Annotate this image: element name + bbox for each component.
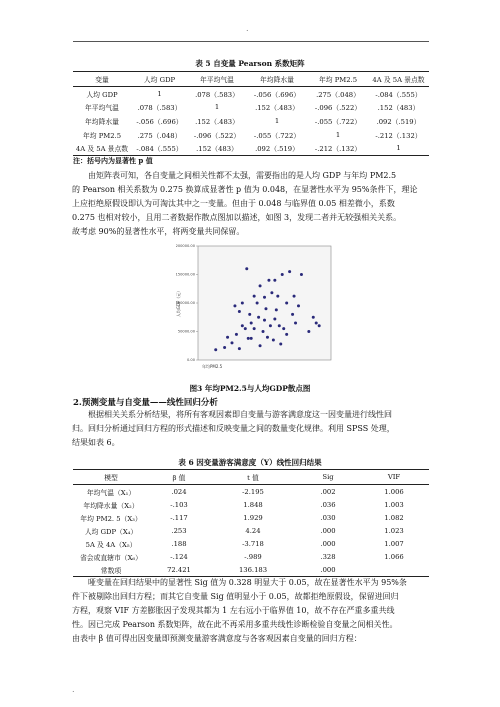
table-cell: 1.066 bbox=[384, 552, 404, 561]
scatter-point bbox=[285, 333, 288, 336]
scatter-point bbox=[279, 343, 282, 346]
text-line: 归。回归分析通过回归方程的形式描述和反映变量之间的数量变化规律。利用 SPSS 处理， bbox=[72, 424, 395, 433]
scatter-point bbox=[256, 302, 259, 305]
table-cell: 年均降水量 bbox=[85, 117, 119, 126]
x-axis-label: 年均PM2.5 bbox=[202, 364, 223, 369]
scatter-point bbox=[273, 279, 276, 282]
table-cell: 年均降水量（X₂） bbox=[83, 501, 139, 510]
scatter-point bbox=[248, 313, 251, 316]
scatter-point bbox=[247, 337, 250, 340]
scatter-point bbox=[223, 346, 226, 349]
table-cell: 1 bbox=[335, 130, 341, 139]
text-line: 由表中 β 值可得出因变量即预测变量游客满意度与各客观因素自变量的回归方程： bbox=[72, 634, 362, 643]
table-cell: -.103 bbox=[170, 500, 188, 509]
table-cell: .036 bbox=[320, 500, 336, 509]
scatter-point bbox=[282, 327, 285, 330]
table5-header-row bbox=[73, 72, 429, 87]
scatter-point bbox=[307, 330, 310, 333]
table-cell: 1.848 bbox=[243, 500, 263, 509]
table-cell: 1 bbox=[157, 89, 162, 98]
table-row bbox=[73, 550, 429, 563]
table-cell: .275（.048） bbox=[137, 131, 182, 140]
section-heading: 2.预测变量与自变量——线性回归分析 bbox=[73, 398, 218, 408]
text-line: 上应拒绝原假设即认为可淘汰其中之一变量。但由于 0.048 与临界值 0.05 相差微小，系数 bbox=[72, 199, 395, 208]
text-line: 根据相关关系分析结果，将所有客观因素即自变量与游客满意度这一因变量进行线性回 bbox=[88, 410, 392, 419]
table-cell: 1 bbox=[214, 103, 220, 112]
table-cell: -.096（.522） bbox=[193, 131, 241, 140]
table-cell: .188 bbox=[171, 539, 187, 548]
table-cell: 1.929 bbox=[243, 513, 263, 522]
scatter-point bbox=[250, 337, 253, 340]
y-tick-label: 50000.00 bbox=[177, 329, 195, 334]
table-cell: 1 bbox=[368, 141, 429, 155]
y-tick-label: 100000.00 bbox=[176, 301, 195, 306]
scatter-point bbox=[263, 296, 266, 299]
table-cell: .253 bbox=[171, 526, 187, 535]
table-cell bbox=[359, 563, 429, 577]
plot-area bbox=[198, 246, 331, 360]
table-cell: -.124 bbox=[170, 552, 188, 561]
table-cell: -.212（.132） bbox=[375, 131, 422, 140]
table5-caption: 表 5 自变量 Pearson 系数矩阵 bbox=[195, 59, 305, 68]
table-cell: -.989 bbox=[244, 552, 262, 561]
scatter-point bbox=[257, 316, 260, 319]
table-cell: .030 bbox=[320, 513, 336, 522]
scatter-point bbox=[276, 295, 279, 298]
scatter-point bbox=[238, 347, 241, 350]
table-row bbox=[73, 87, 429, 101]
table-cell: .092（.519） bbox=[246, 141, 308, 155]
scatter-point bbox=[235, 333, 238, 336]
table-cell: .000 bbox=[297, 563, 359, 577]
scatter-point bbox=[272, 339, 275, 342]
text-line: 哑变量在回归结果中的显著性 Sig 值为 0.328 明显大于 0.05，故在显著性水平为 95%条 bbox=[88, 578, 407, 587]
text-line: 性。因已完成 Pearson 系数矩阵，故在此不再采用多重共线性诊断检验自变量之间相关性。 bbox=[72, 620, 398, 629]
scatter-point bbox=[241, 302, 244, 305]
scatter-point bbox=[230, 341, 233, 344]
table-cell: -.117 bbox=[170, 513, 188, 522]
table-row bbox=[73, 511, 429, 524]
paragraph-correlation-analysis bbox=[72, 169, 434, 239]
table-cell: 1.003 bbox=[384, 500, 404, 509]
table5-header-cell: 年均降水量 bbox=[246, 72, 308, 87]
y-tick-label: 200000.00 bbox=[176, 244, 195, 249]
scatter-point bbox=[270, 291, 273, 294]
table-cell: -3.718 bbox=[242, 539, 264, 548]
scatter-point bbox=[291, 313, 294, 316]
scatter-point bbox=[315, 321, 318, 324]
scatter-point bbox=[259, 344, 262, 347]
text-line: 方程，观察 VIF 方差膨胀因子发现其都为 1 左右远小于临界值 10，故不存在严重多重共线 bbox=[72, 606, 395, 615]
table6-header-cell: 模型 bbox=[73, 470, 149, 485]
text-line: 0.275 也相对较小，且用二者数据作散点图加以描述，如图 3，发现二者并无较强相关关系。 bbox=[72, 213, 402, 222]
scatter-point bbox=[312, 316, 315, 319]
y-axis-label: 人均GDP（元） bbox=[176, 288, 181, 318]
table-row bbox=[73, 101, 429, 115]
scatter-point bbox=[285, 302, 288, 305]
table-cell: 1.082 bbox=[384, 513, 404, 522]
table-cell: -2.195 bbox=[242, 487, 264, 496]
scatter-point bbox=[250, 321, 253, 324]
table-cell: 1.007 bbox=[384, 539, 404, 548]
scatter-point bbox=[267, 279, 270, 282]
scatter-point bbox=[226, 336, 229, 339]
scatter-point bbox=[273, 317, 276, 320]
table-cell: .024 bbox=[171, 487, 187, 496]
table-cell: .152（483） bbox=[188, 141, 246, 155]
table-cell: 省会或直辖市（X₆） bbox=[80, 553, 142, 562]
scatter-point bbox=[275, 308, 278, 311]
table-cell: -.056（.696） bbox=[253, 90, 301, 99]
table-row bbox=[73, 537, 429, 550]
table5-header-cell: 年均 PM2.5 bbox=[308, 72, 368, 87]
page-dot-top: . bbox=[246, 24, 249, 33]
table-cell: 5A 及 4A（X₅） bbox=[85, 540, 137, 549]
scatter-point bbox=[269, 324, 272, 327]
scatter-point bbox=[253, 295, 256, 298]
scatter-point bbox=[263, 319, 266, 322]
table-cell: -.212（.132） bbox=[308, 141, 368, 155]
table5-note: 注：括号内为显著性 p 值 bbox=[73, 156, 153, 165]
table5-header-cell: 4A 及 5A 景点数 bbox=[368, 72, 429, 87]
scatter-chart bbox=[176, 240, 336, 374]
table-cell: .002 bbox=[320, 487, 336, 496]
text-line: 件下被剔除出回归方程；而其它自变量 Sig 值明显小于 0.05，故都拒绝原假设，保留进回归 bbox=[72, 592, 399, 601]
table-row bbox=[73, 524, 429, 537]
scatter-point bbox=[281, 273, 284, 276]
table-cell: .000 bbox=[320, 526, 336, 535]
table-cell: 4.24 bbox=[245, 526, 261, 535]
table-row bbox=[73, 498, 429, 511]
text-line: 结果如表 6。 bbox=[72, 438, 120, 447]
table-cell: 年均气温（X₁） bbox=[86, 488, 136, 497]
scatter-point bbox=[245, 267, 248, 270]
text-line: 由矩阵表可知，各自变量之间相关性都不太强，需要指出的是人均 GDP 与年均 PM2.5 bbox=[88, 171, 397, 180]
table-cell: -.084（.555） bbox=[131, 141, 188, 155]
paragraph-regression-intro bbox=[72, 408, 434, 450]
figure3-caption: 图3 年均PM2.5与人均GDP散点图 bbox=[189, 384, 311, 393]
table-cell: -.096（.522） bbox=[314, 104, 362, 113]
scatter-point bbox=[300, 273, 303, 276]
table-cell: .152（.483） bbox=[255, 104, 299, 113]
table-row bbox=[73, 141, 429, 155]
page-dot-bottom: . bbox=[72, 685, 75, 694]
table6-header-cell: Sig bbox=[297, 470, 359, 485]
scatter-point bbox=[293, 295, 296, 298]
y-tick-label: 0.00 bbox=[186, 358, 195, 363]
table-cell: 72.421 bbox=[149, 563, 209, 577]
table-row bbox=[73, 485, 429, 499]
text-line: 故考虑 90%的显著性水平，将两变量共同保留。 bbox=[72, 227, 245, 236]
table-row bbox=[73, 563, 429, 577]
table5-header-cell: 年平均气温 bbox=[188, 72, 246, 87]
table-cell: 1 bbox=[274, 116, 280, 125]
scatter-point bbox=[266, 336, 269, 339]
table-row bbox=[73, 114, 429, 128]
scatter-point bbox=[253, 327, 256, 330]
table6-header-row bbox=[73, 470, 429, 485]
table-cell: .152（483） bbox=[377, 104, 420, 113]
table-cell: 年均 PM2.5 bbox=[82, 131, 122, 140]
scatter-point bbox=[241, 324, 244, 327]
y-tick-label: 150000.00 bbox=[176, 272, 195, 277]
table-cell: 人均 GDP bbox=[86, 90, 118, 99]
table5-header-cell: 变量 bbox=[73, 72, 131, 87]
table-cell: -.055（.722） bbox=[253, 131, 301, 140]
table-cell: 136.183 bbox=[209, 563, 297, 577]
scatter-point bbox=[214, 348, 217, 351]
table-cell: 1.023 bbox=[384, 526, 404, 535]
table5-header-cell: 人均 GDP bbox=[131, 72, 188, 87]
paragraph-regression-discussion bbox=[72, 576, 434, 646]
table6-header-cell: β 值 bbox=[149, 470, 209, 485]
table6-header-cell: VIF bbox=[359, 470, 429, 485]
header-rule bbox=[73, 41, 429, 42]
table-cell: 人均 GDP（X₄） bbox=[84, 527, 138, 536]
table-cell: -.056（.696） bbox=[136, 117, 183, 126]
table-cell: 常数项 bbox=[73, 563, 149, 577]
scatter-point bbox=[278, 324, 281, 327]
scatter-point bbox=[262, 330, 265, 333]
pearson-matrix-table bbox=[73, 71, 429, 156]
table6-caption: 表 6 因变量游客满意度（Y）线性回归结果 bbox=[178, 458, 322, 467]
scatter-point bbox=[288, 270, 291, 273]
table-cell: 1.006 bbox=[384, 487, 404, 496]
scatter-point bbox=[297, 304, 300, 307]
scatter-point bbox=[244, 327, 247, 330]
table-cell: .152（.483） bbox=[195, 117, 239, 126]
table-row bbox=[73, 128, 429, 142]
table-cell: .328 bbox=[320, 552, 336, 561]
scatter-point bbox=[238, 310, 241, 313]
table-cell: 4A 及 5A 景点数 bbox=[73, 141, 131, 155]
table-cell: .078（.583） bbox=[137, 104, 182, 113]
regression-results-table bbox=[73, 469, 429, 577]
scatter-point bbox=[233, 304, 236, 307]
table-cell: 年平均气温 bbox=[85, 104, 119, 113]
table-cell: .092（.519） bbox=[376, 117, 421, 126]
table-cell: -.055（.722） bbox=[314, 117, 362, 126]
scatter-point bbox=[294, 321, 297, 324]
table6-header-cell: t 值 bbox=[209, 470, 297, 485]
table-cell: .000 bbox=[320, 539, 336, 548]
table-cell: .078（.583） bbox=[195, 90, 239, 99]
text-line: 的 Pearson 相关系数为 0.275 换算成显著性 p 值为 0.048，在显著性水平为 95%条件下，理论 bbox=[72, 185, 418, 194]
table-cell: .275（.048） bbox=[316, 90, 360, 99]
table-cell: -.084（.555） bbox=[375, 90, 422, 99]
scatter-point bbox=[259, 284, 262, 287]
table-cell: 年均 PM2. 5（X₃） bbox=[80, 514, 142, 523]
scatter-point bbox=[318, 324, 321, 327]
scatter-point bbox=[264, 307, 267, 310]
